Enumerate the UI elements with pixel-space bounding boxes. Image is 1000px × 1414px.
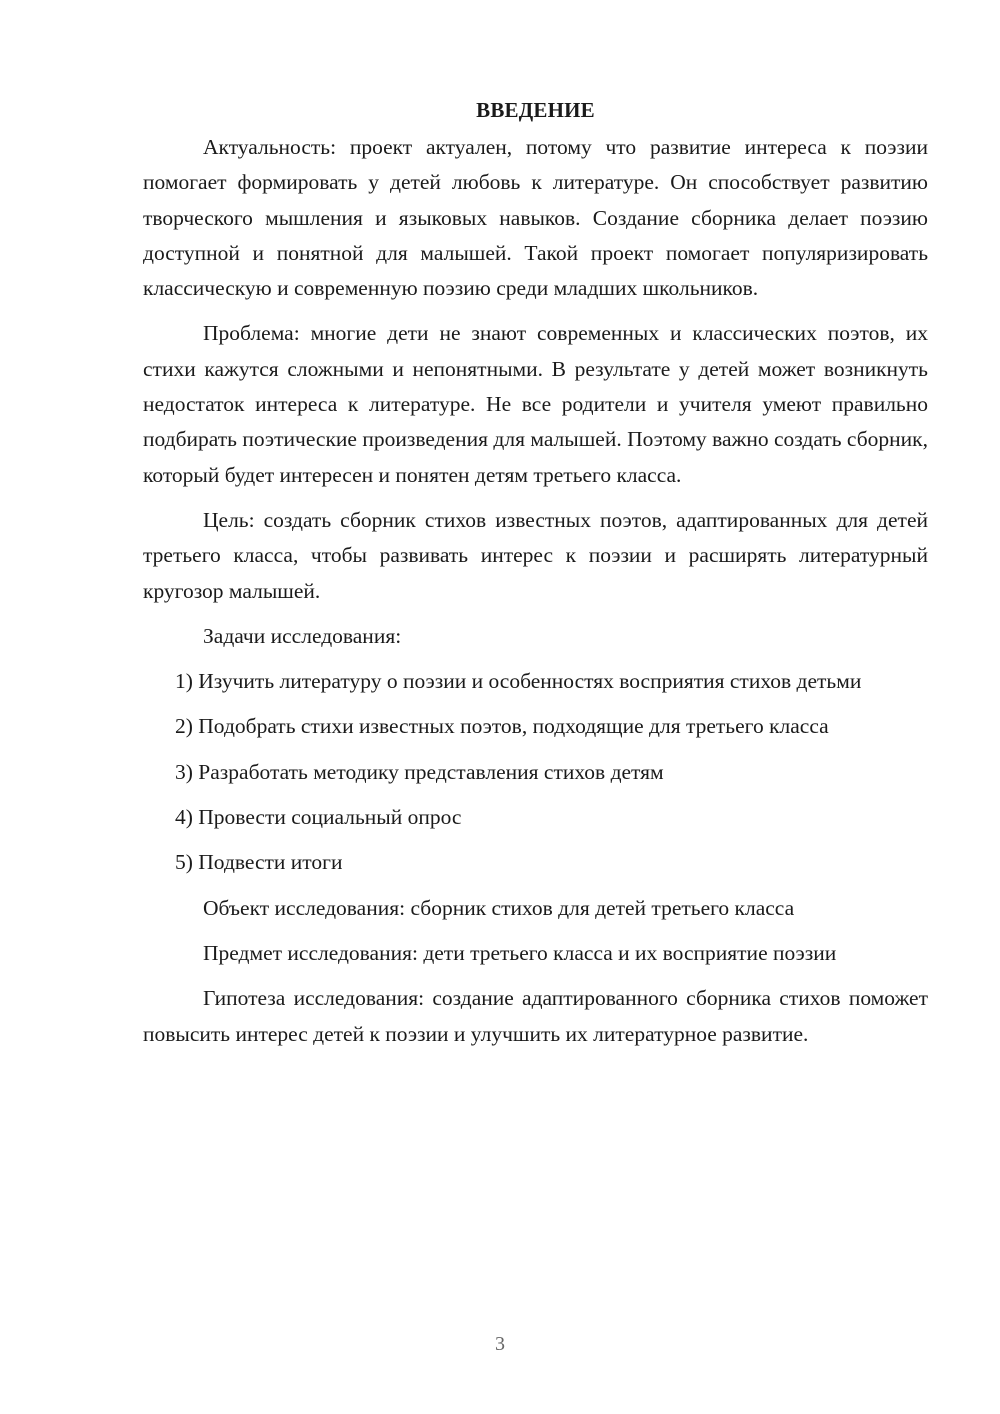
task-item-5: 5) Подвести итоги [175, 850, 343, 875]
task-item-2: 2) Подобрать стихи известных поэтов, подходящие для третьего класса [175, 714, 829, 739]
goal-paragraph: Цель: создать сборник стихов известных поэтов, адаптированных для детей третьего класса, чтобы развивать интерес к поэзии и расширять литературный кругозор малышей. [143, 507, 928, 603]
problem-paragraph: Проблема: многие дети не знают современных и классических поэтов, их стихи кажутся сложными и непонятными. В результате у детей может возникнуть недостаток интереса к литературе. Не все родители и учителя умеют правильно подбирать поэтические произведения для малышей. Поэтому важно создать сборник, который будет интересен и понятен детям третьего класса. [143, 321, 928, 487]
task-item-1: 1) Изучить литературу о поэзии и особенностях восприятия стихов детьми [175, 669, 862, 694]
task-item-4: 4) Провести социальный опрос [175, 805, 462, 830]
section-title: ВВЕДЕНИЕ [476, 98, 595, 122]
page-number: 3 [495, 1333, 505, 1355]
subject-paragraph: Предмет исследования: дети третьего класса и их восприятие поэзии [203, 940, 837, 965]
tasks-heading: Задачи исследования: [203, 623, 402, 648]
object-paragraph: Объект исследования: сборник стихов для детей третьего класса [203, 895, 795, 920]
hypothesis-paragraph: Гипотеза исследования: создание адаптированного сборника стихов поможет повысить интерес детей к поэзии и улучшить их литературное развитие. [143, 986, 928, 1046]
document-page [143, 92, 928, 1052]
task-item-3: 3) Разработать методику представления стихов детям [175, 759, 664, 784]
relevance-paragraph: Актуальность: проект актуален, потому что развитие интереса к поэзии помогает формировать у детей любовь к литературе. Он способствует развитию творческого мышления и языковых навыков. Создание сборника делает поэзию доступной и понятной для малышей. Такой проект помогает популяризировать классическую и современную поэзию среди младших школьников. [143, 135, 928, 301]
